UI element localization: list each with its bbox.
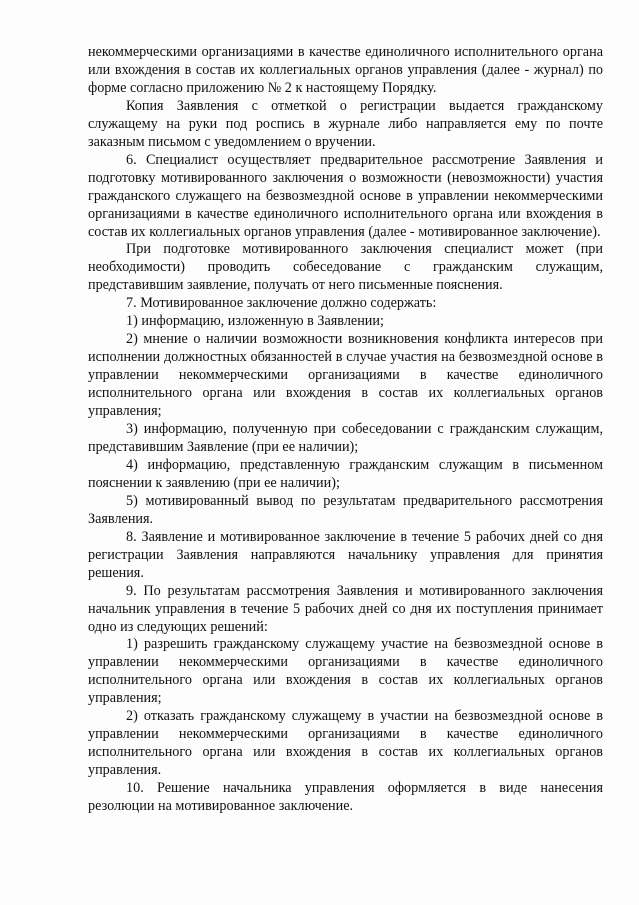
paragraph-item-9: 9. По результатам рассмотрения Заявления и мотивированного заключения начальник управления в течение 5 рабочих дней со дня их поступления принимает одно из следующих решений: bbox=[88, 582, 603, 635]
paragraph-item-10: 10. Решение начальника управления оформляется в виде нанесения резолюции на мотивированное заключение. bbox=[88, 780, 603, 815]
paragraph-item-7-5: 5) мотивированный вывод по результатам предварительного рассмотрения Заявления. bbox=[88, 492, 603, 527]
paragraph-copy-issued: Копия Заявления с отметкой о регистрации выдается гражданскому служащему на руки под роспись в журнале либо направляется ему по почте заказным письмом с уведомлением о вручении. bbox=[88, 97, 603, 150]
paragraph-item-7-3: 3) информацию, полученную при собеседовании с гражданским служащим, представившим Заявление (при ее наличии); bbox=[88, 421, 603, 455]
paragraph-journal-continuation: некоммерческими организациями в качестве единоличного исполнительного органа или вхождения в состав их коллегиальных органов управления (далее - журнал) по форме согласно приложению № 2 к настоящему Порядку. bbox=[88, 44, 603, 96]
paragraph-item-8: 8. Заявление и мотивированное заключение в течение 5 рабочих дней со дня регистрации Заявления направляются начальнику управления для принятия решения. bbox=[88, 528, 603, 581]
paragraph-item-9-2: 2) отказать гражданскому служащему в участии на безвозмездной основе в управлении некоммерческими организациями в качестве единоличного исполнительного органа или вхождения в состав их коллегиальных органов управления. bbox=[88, 708, 603, 779]
paragraph-interview: При подготовке мотивированного заключения специалист может (при необходимости) проводить собеседование с гражданским служащим, представившим заявление, получать от него письменные пояснения. bbox=[88, 241, 603, 294]
paragraph-item-6: 6. Специалист осуществляет предварительное рассмотрение Заявления и подготовку мотивированного заключения о возможности (невозможности) участия гражданского служащего на безвозмездной основе в управлении некоммерческими организациями в качестве единоличного исполнительного органа или вхождения в состав их коллегиальных органов управления (далее - мотивированное заключение). bbox=[88, 151, 603, 240]
document-body bbox=[88, 44, 603, 816]
paragraph-item-7-4: 4) информацию, представленную гражданским служащим в письменном пояснении к заявлению (при ее наличии); bbox=[88, 456, 603, 491]
paragraph-item-7-2: 2) мнение о наличии возможности возникновения конфликта интересов при исполнении должностных обязанностей в случае участия на безвозмездной основе в управлении некоммерческими организациями в качестве единоличного исполнительного органа или вхождения в состав их коллегиальных органов управления; bbox=[88, 331, 603, 420]
paragraph-item-7-1: 1) информацию, изложенную в Заявлении; bbox=[126, 313, 384, 330]
paragraph-item-7: 7. Мотивированное заключение должно содержать: bbox=[126, 295, 437, 312]
paragraph-item-9-1: 1) разрешить гражданскому служащему участие на безвозмездной основе в управлении некоммерческими организациями в качестве единоличного исполнительного органа или вхождения в состав их коллегиальных органов управления; bbox=[88, 636, 603, 707]
